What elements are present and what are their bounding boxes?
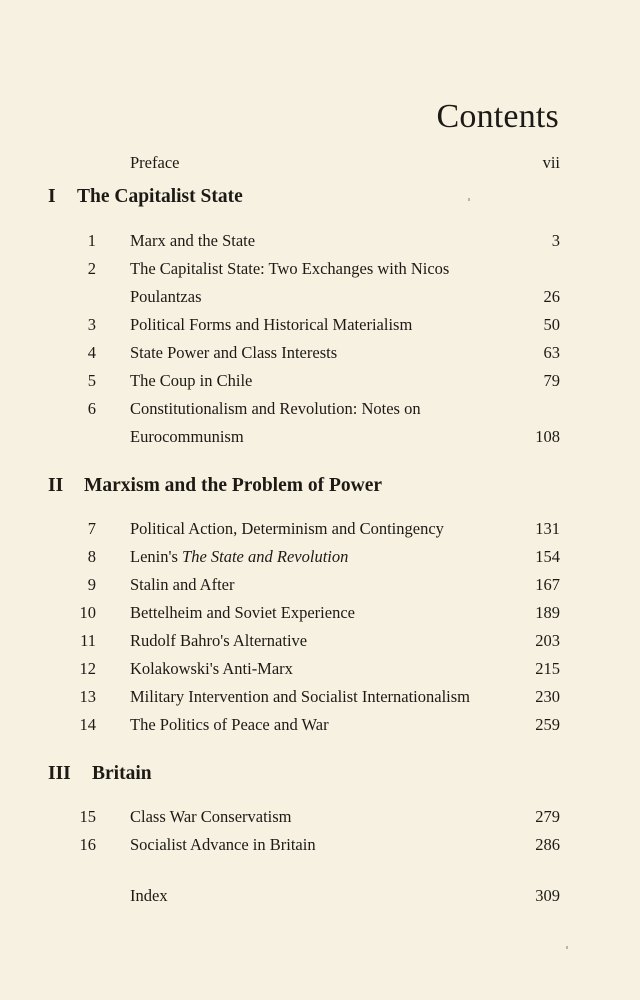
chapter-number: 10: [79, 603, 96, 622]
part-heading-2: [48, 473, 383, 499]
contents-title: Contents: [436, 98, 559, 135]
part-name: The Capitalist State: [77, 186, 243, 207]
chapter-page: 154: [535, 547, 560, 566]
chapter-number: 13: [79, 687, 96, 706]
chapter-page: 131: [535, 519, 560, 538]
chapter-title: The Coup in Chile: [130, 371, 253, 390]
part-roman: II: [48, 475, 64, 496]
chapter-page: 279: [535, 807, 560, 826]
chapter-page: 286: [535, 835, 560, 854]
chapter-page: 259: [535, 715, 560, 734]
chapter-page: 63: [543, 343, 560, 362]
chapter-title: Rudolf Bahro's Alternative: [130, 631, 308, 650]
part-name: Marxism and the Problem of Power: [84, 475, 383, 496]
chapter-title: The Capitalist State: Two Exchanges with Nicos: [130, 259, 450, 278]
chapter-page: 167: [535, 575, 560, 594]
chapter-title: Military Intervention and Socialist Internationalism: [130, 687, 471, 706]
chapter-number: 3: [87, 315, 96, 334]
chapter-title: Socialist Advance in Britain: [130, 835, 316, 854]
chapter-title: [130, 546, 348, 568]
chapter-title: The Politics of Peace and War: [130, 715, 329, 734]
part-heading-1: [48, 184, 243, 210]
chapter-number: 16: [79, 835, 96, 854]
chapter-page: 189: [535, 603, 560, 622]
chapter-title: Political Forms and Historical Materialism: [130, 315, 413, 334]
chapter-number: 5: [87, 371, 96, 390]
chapter-title: State Power and Class Interests: [130, 343, 338, 362]
chapter-number: 1: [87, 231, 96, 250]
chapter-number: 9: [87, 575, 96, 594]
chapter-number: 7: [87, 519, 96, 538]
index-label: Index: [130, 886, 168, 905]
chapter-title: Class War Conservatism: [130, 807, 292, 826]
chapter-title: Political Action, Determinism and Contingency: [130, 519, 444, 538]
preface-label: Preface: [130, 153, 180, 172]
chapter-page: 79: [543, 371, 560, 390]
chapter-number: 4: [87, 343, 96, 362]
chapter-page: 50: [543, 315, 560, 334]
preface-page: vii: [542, 153, 560, 172]
chapter-title: Kolakowski's Anti-Marx: [130, 659, 293, 678]
chapter-page: 3: [551, 231, 560, 250]
paper-speck: [468, 198, 470, 201]
chapter-number: 8: [87, 547, 96, 566]
chapter-page: 26: [543, 287, 560, 306]
chapter-number: 11: [80, 631, 96, 650]
chapter-title-italic: The State and Revolution: [182, 547, 349, 566]
chapter-number: 6: [87, 399, 96, 418]
chapter-page: 230: [535, 687, 560, 706]
chapter-title: Stalin and After: [130, 575, 235, 594]
chapter-title: Bettelheim and Soviet Experience: [130, 603, 355, 622]
chapter-page: 215: [535, 659, 560, 678]
chapter-number: 12: [79, 659, 96, 678]
part-roman: I: [48, 186, 56, 207]
chapter-number: 2: [87, 259, 96, 278]
chapter-page: 108: [535, 427, 560, 446]
chapter-title-continued: Eurocommunism: [130, 427, 244, 446]
chapter-number: 14: [79, 715, 96, 734]
chapter-title-continued: Poulantzas: [130, 287, 202, 306]
chapter-number: 15: [79, 807, 96, 826]
paper-speck: [566, 946, 568, 949]
chapter-page: 203: [535, 631, 560, 650]
chapter-title: Constitutionalism and Revolution: Notes on: [130, 399, 421, 418]
chapter-title: Marx and the State: [130, 231, 256, 250]
index-page: 309: [535, 886, 560, 905]
chapter-title-prefix: Lenin's: [130, 547, 183, 566]
part-name: Britain: [92, 763, 152, 784]
part-roman: III: [48, 763, 71, 784]
part-heading-3: [48, 761, 152, 787]
